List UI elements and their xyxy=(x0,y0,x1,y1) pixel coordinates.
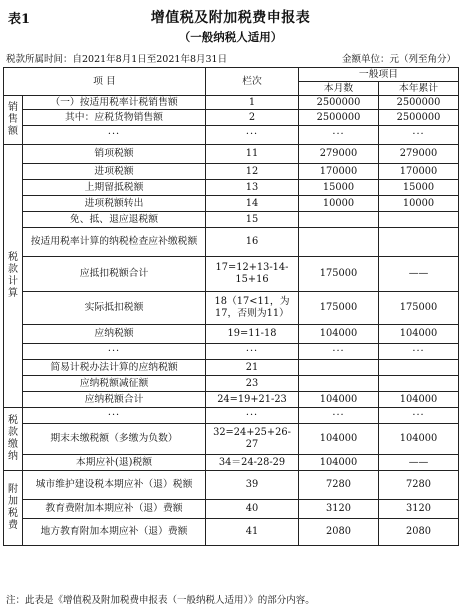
table-row xyxy=(4,257,459,292)
header-col-no: 栏次 xyxy=(206,68,299,96)
row-no: ··· xyxy=(206,408,299,424)
row-month: 104000 xyxy=(299,424,379,455)
row-ytd: 2500000 xyxy=(379,110,459,126)
row-ytd: 104000 xyxy=(379,424,459,455)
row-no: 18（17<11，为17，否则为11） xyxy=(206,292,299,325)
row-ytd: 104000 xyxy=(379,325,459,344)
amount-unit: 金额单位：元（列至角分） xyxy=(341,54,456,65)
header-ytd: 本年累计 xyxy=(379,82,459,96)
row-item: 进项税额 xyxy=(23,164,206,180)
row-no: 24=19+21-23 xyxy=(206,392,299,408)
row-item: 地方教育附加本期应补（退）费额 xyxy=(23,519,206,546)
row-item: 销项税额 xyxy=(23,145,206,164)
row-ytd: ··· xyxy=(379,344,459,360)
header-month: 本月数 xyxy=(299,82,379,96)
row-item: 应纳税额减征额 xyxy=(23,376,206,392)
row-item: 上期留抵税额 xyxy=(23,180,206,196)
row-month: 104000 xyxy=(299,325,379,344)
row-ytd: —— xyxy=(379,257,459,292)
row-item: 应抵扣税额合计 xyxy=(23,257,206,292)
row-no: 39 xyxy=(206,471,299,500)
row-ytd xyxy=(379,360,459,376)
row-month: 2500000 xyxy=(299,110,379,126)
row-ytd: 3120 xyxy=(379,500,459,519)
row-item: 简易计税办法计算的应纳税额 xyxy=(23,360,206,376)
row-item: 实际抵扣税额 xyxy=(23,292,206,325)
meta-line xyxy=(6,51,456,65)
section-surcharge: 附加税费 xyxy=(4,471,23,546)
row-month: 170000 xyxy=(299,164,379,180)
header-item: 项 目 xyxy=(4,68,206,96)
row-ytd xyxy=(379,212,459,228)
table-row xyxy=(4,110,459,126)
row-month xyxy=(299,212,379,228)
row-ytd: 7280 xyxy=(379,471,459,500)
section-paid: 税款缴纳 xyxy=(4,408,23,471)
row-item: 应纳税额 xyxy=(23,325,206,344)
table-row xyxy=(4,96,459,110)
page-subtitle: （一般纳税人适用） xyxy=(178,30,283,44)
row-month: 7280 xyxy=(299,471,379,500)
row-item: 免、抵、退应退税额 xyxy=(23,212,206,228)
table-row xyxy=(4,292,459,325)
row-month: 104000 xyxy=(299,392,379,408)
row-ytd: —— xyxy=(379,455,459,471)
row-item: ··· xyxy=(23,126,206,145)
table-row xyxy=(4,180,459,196)
row-no: 1 xyxy=(206,96,299,110)
section-sales: 销售额 xyxy=(4,96,23,145)
table-row xyxy=(4,500,459,519)
row-no: 32=24+25+26-27 xyxy=(206,424,299,455)
row-month: 104000 xyxy=(299,455,379,471)
row-ytd: ··· xyxy=(379,408,459,424)
row-ytd: 170000 xyxy=(379,164,459,180)
row-month: 175000 xyxy=(299,292,379,325)
page-title: 增值税及附加税费申报表 xyxy=(150,10,311,26)
row-no: 34＝24-28-29 xyxy=(206,455,299,471)
row-month xyxy=(299,376,379,392)
row-item: 其中：应税货物销售额 xyxy=(23,110,206,126)
row-item: ··· xyxy=(23,344,206,360)
row-month xyxy=(299,360,379,376)
row-no: 41 xyxy=(206,519,299,546)
table-row xyxy=(4,392,459,408)
table-row xyxy=(4,196,459,212)
table-id: 表1 xyxy=(8,12,31,27)
row-month: ··· xyxy=(299,408,379,424)
row-no: 23 xyxy=(206,376,299,392)
table-row xyxy=(4,424,459,455)
row-item: 应纳税额合计 xyxy=(23,392,206,408)
row-item: 期末未缴税额（多缴为负数） xyxy=(23,424,206,455)
table-row xyxy=(4,376,459,392)
row-no: 19=11-18 xyxy=(206,325,299,344)
row-ytd xyxy=(379,228,459,257)
row-ytd: 10000 xyxy=(379,196,459,212)
table-row xyxy=(4,228,459,257)
row-month: 10000 xyxy=(299,196,379,212)
row-month xyxy=(299,228,379,257)
table-row xyxy=(4,145,459,164)
row-no: 17=12+13-14-15+16 xyxy=(206,257,299,292)
table-row xyxy=(4,471,459,500)
table-row xyxy=(4,325,459,344)
row-item: 城市维护建设税本期应补（退）税额 xyxy=(23,471,206,500)
row-no: 12 xyxy=(206,164,299,180)
row-ytd: 279000 xyxy=(379,145,459,164)
section-calc: 税款计算 xyxy=(4,145,23,408)
document-header xyxy=(0,6,461,46)
row-no: 21 xyxy=(206,360,299,376)
row-item: ··· xyxy=(23,408,206,424)
row-item: 按适用税率计算的纳税检查应补缴税额 xyxy=(23,228,206,257)
row-month: 2080 xyxy=(299,519,379,546)
table-row xyxy=(4,126,459,145)
row-ytd: 175000 xyxy=(379,292,459,325)
table-row xyxy=(4,212,459,228)
row-no: 11 xyxy=(206,145,299,164)
row-ytd: 15000 xyxy=(379,180,459,196)
row-month: 15000 xyxy=(299,180,379,196)
row-item: 本期应补(退)税额 xyxy=(23,455,206,471)
row-no: 16 xyxy=(206,228,299,257)
row-month: ··· xyxy=(299,344,379,360)
row-no: 13 xyxy=(206,180,299,196)
tax-period: 税款所属时间：自2021年8月1日至2021年8月31日 xyxy=(6,54,228,65)
row-ytd: 2080 xyxy=(379,519,459,546)
row-item: （一）按适用税率计税销售额 xyxy=(23,96,206,110)
row-no: 40 xyxy=(206,500,299,519)
table-row xyxy=(4,344,459,360)
row-no: 2 xyxy=(206,110,299,126)
header-general: 一般项目 xyxy=(299,68,459,82)
row-month: 279000 xyxy=(299,145,379,164)
row-no: 14 xyxy=(206,196,299,212)
table-row xyxy=(4,519,459,546)
table-row xyxy=(4,360,459,376)
row-ytd xyxy=(379,376,459,392)
row-month: 175000 xyxy=(299,257,379,292)
row-month: ··· xyxy=(299,126,379,145)
footnote: 注：此表是《增值税及附加税费申报表（一般纳税人适用）》的部分内容。 xyxy=(6,595,315,606)
row-item: 进项税额转出 xyxy=(23,196,206,212)
row-ytd: ··· xyxy=(379,126,459,145)
table-row xyxy=(4,408,459,424)
row-no: ··· xyxy=(206,344,299,360)
row-ytd: 104000 xyxy=(379,392,459,408)
row-month: 3120 xyxy=(299,500,379,519)
vat-declaration-table xyxy=(3,67,459,546)
row-no: 15 xyxy=(206,212,299,228)
row-item: 教育费附加本期应补（退）费额 xyxy=(23,500,206,519)
table-row xyxy=(4,164,459,180)
row-ytd: 2500000 xyxy=(379,96,459,110)
row-month: 2500000 xyxy=(299,96,379,110)
table-header-row xyxy=(4,68,459,82)
row-no: ··· xyxy=(206,126,299,145)
table-row xyxy=(4,455,459,471)
